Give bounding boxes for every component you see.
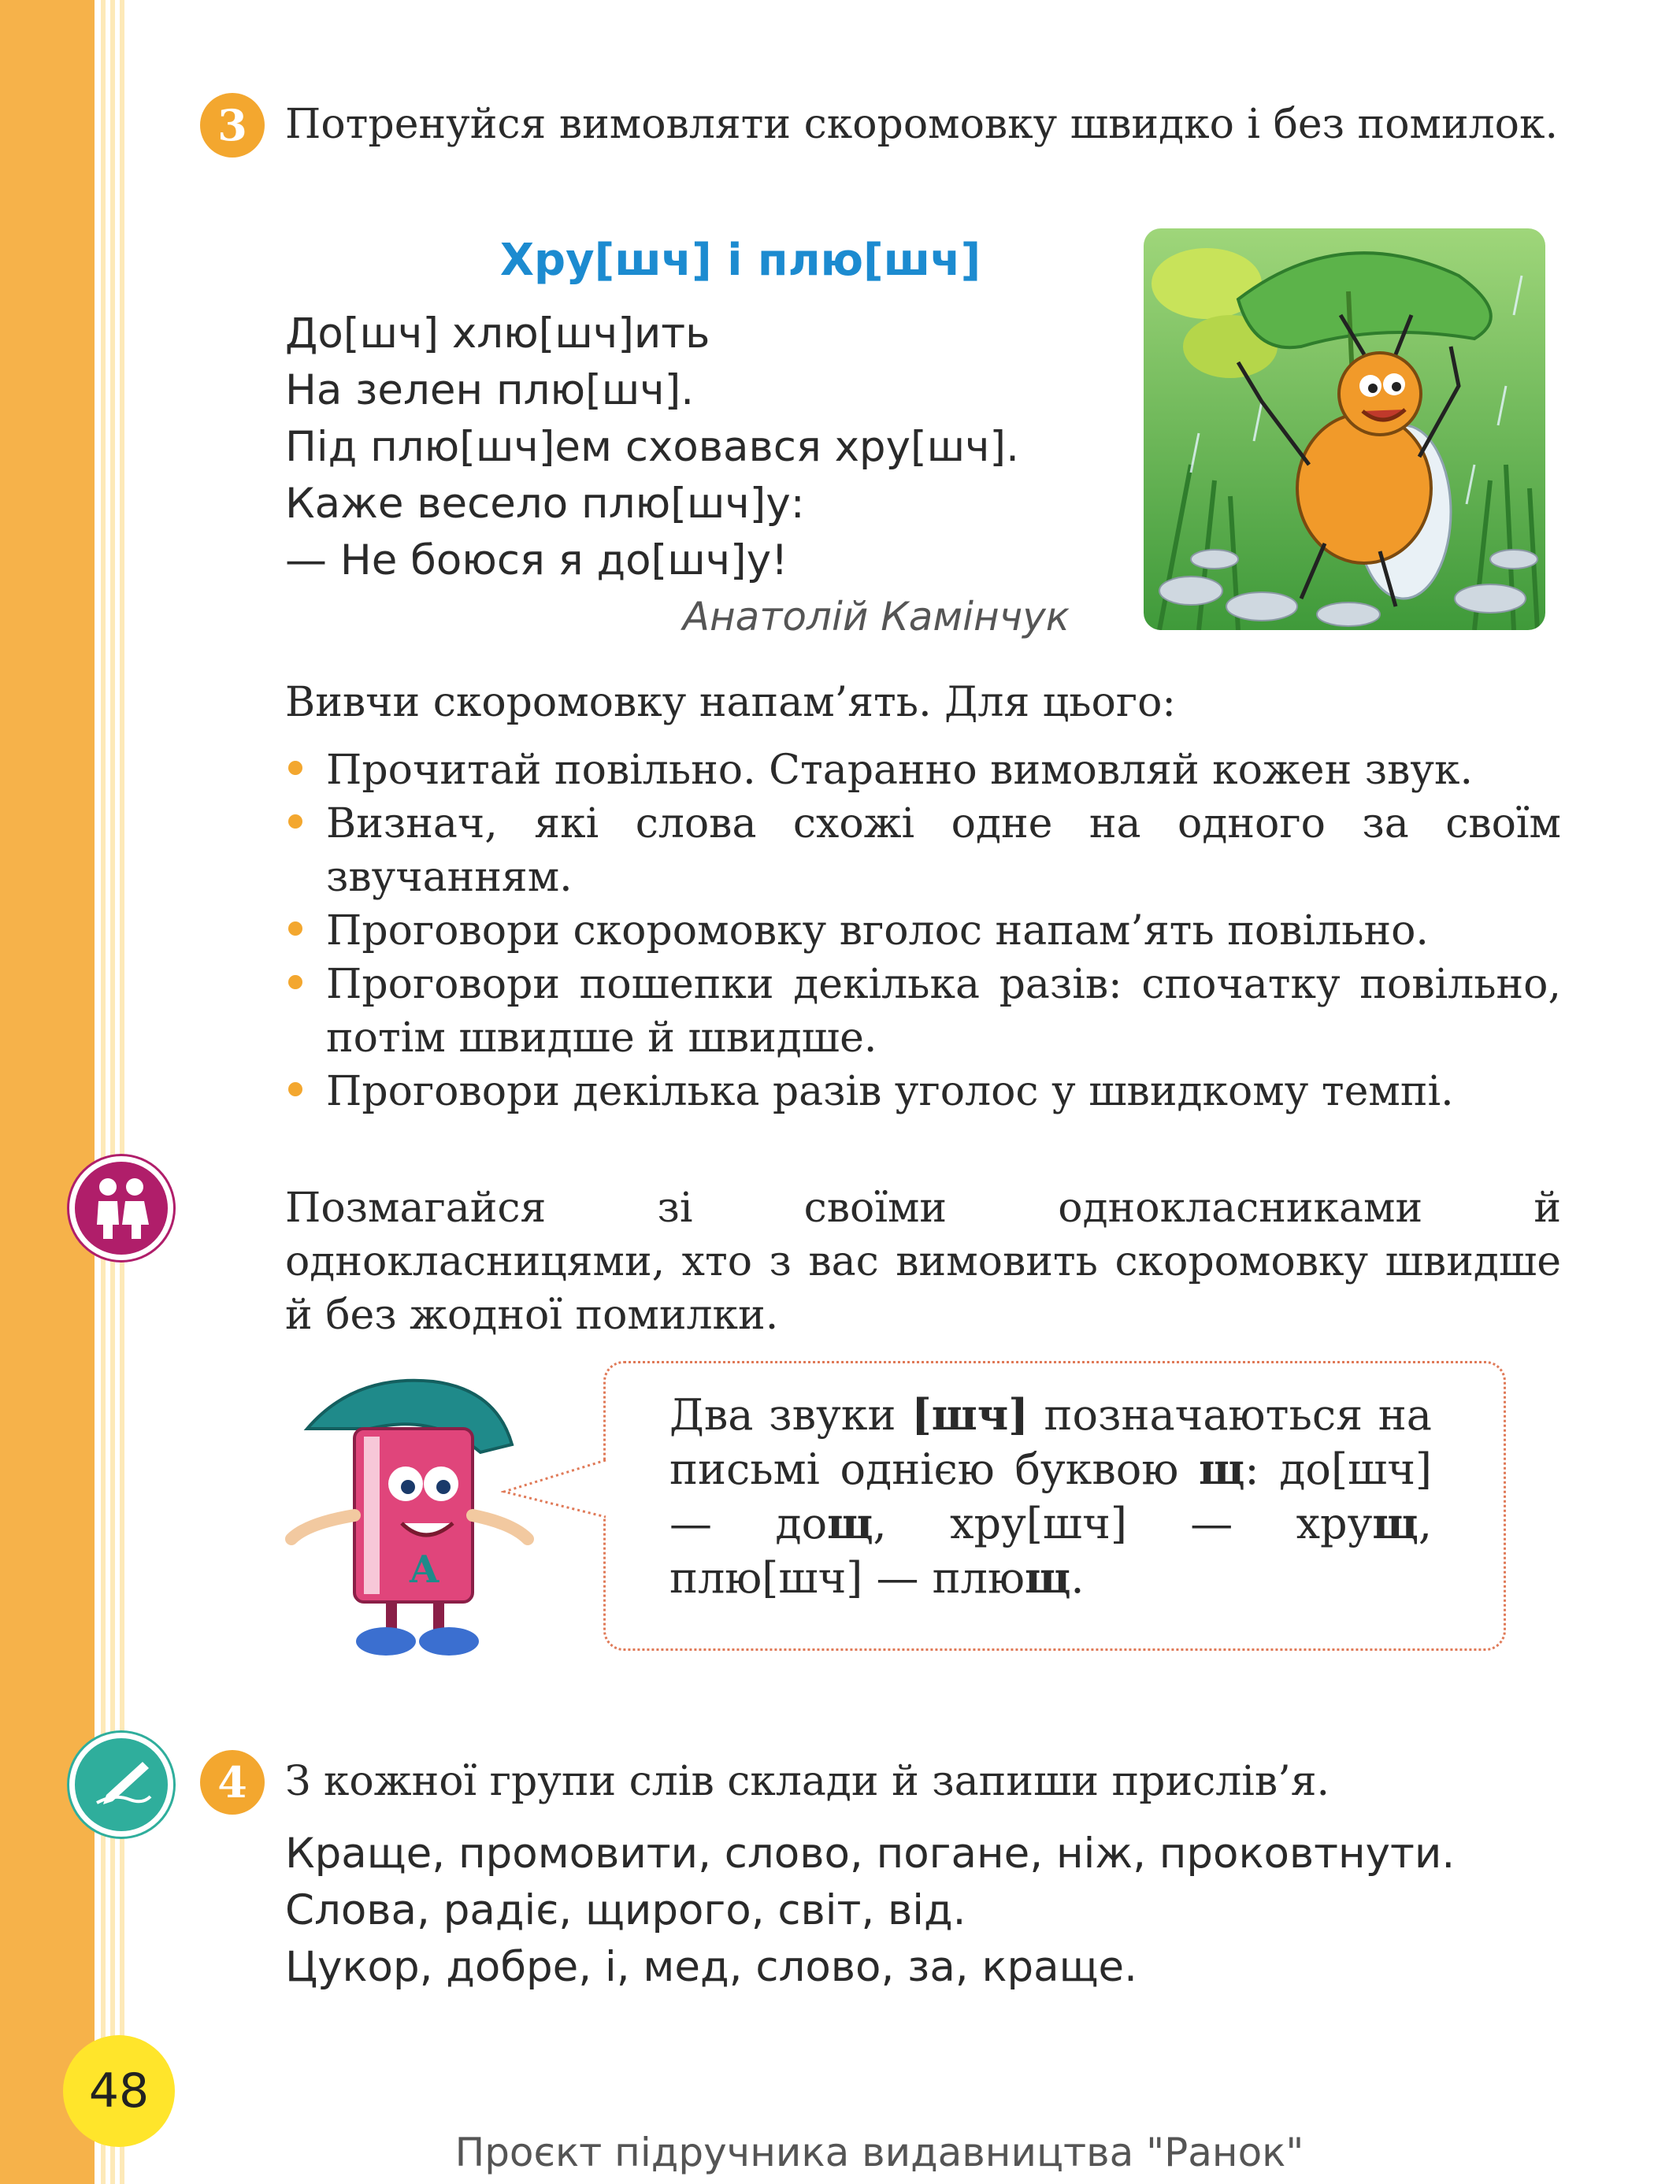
footer-text: Проєкт підручника видавництва "Ранок" — [454, 2130, 1304, 2175]
poem-line: На зелен плю[шч]. — [285, 366, 695, 414]
poem-line: Під плю[шч]ем сховався хру[шч]. — [285, 423, 1019, 471]
task-number-badge: 4 — [200, 1750, 265, 1815]
beetle-illustration — [1144, 228, 1545, 630]
rule-text: Два звуки [шч] позначаються на письмі однією буквою щ: до[шч] — дощ, хру[шч] — хрущ, плю[шч] — плющ. — [669, 1389, 1432, 1603]
book-mascot-illustration — [276, 1358, 536, 1665]
left-decorative-band — [0, 0, 95, 2184]
poem-author: Анатолій Камінчук — [682, 594, 1070, 640]
poem-line: Каже весело плю[шч]у: — [285, 480, 805, 528]
page-number: 48 — [63, 2035, 175, 2147]
bullet-icon — [288, 814, 302, 829]
band-stripe — [101, 0, 106, 2184]
poem-title: Хру[шч] і плю[шч] — [499, 235, 981, 286]
poem-line: — Не боюся я до[шч]у! — [285, 536, 788, 584]
list-item: Проговори пошепки декілька разів: спочатку повільно, потім швидше й швидше. — [285, 958, 1561, 1065]
steps-list — [285, 743, 1561, 1118]
band-stripe — [110, 0, 115, 2184]
bullet-icon — [288, 1082, 302, 1096]
list-item: Проговори декілька разів уголос у швидкому темпі. — [285, 1065, 1561, 1118]
list-item: Визнач, які слова схожі одне на одного за своїм звучанням. — [285, 797, 1561, 904]
poem — [285, 306, 1120, 589]
band-stripe — [120, 0, 124, 2184]
list-item: Проговори скоромовку вголос напам’ять повільно. — [285, 904, 1561, 958]
speech-bubble-tail — [501, 1457, 608, 1520]
poem-line: До[шч] хлю[шч]ить — [285, 310, 710, 358]
writing-icon — [69, 1733, 173, 1837]
task-number-badge: 3 — [200, 93, 265, 158]
learn-intro: Вивчи скоромовку напам’ять. Для цього: — [285, 679, 1176, 726]
proverb-word-groups — [285, 1826, 1577, 1996]
word-group-line: Краще, промовити, слово, погане, ніж, проковтнути. — [285, 1830, 1456, 1878]
task3-instruction: Потренуйся вимовляти скоромовку швидко і без помилок. — [285, 101, 1558, 148]
pair-work-icon — [69, 1156, 173, 1260]
bullet-icon — [288, 921, 302, 936]
pair-task-text: Позмагайся зі своїми однокласниками й однокласницями, хто з вас вимовить скоромовку швидше й без жодної помилки. — [285, 1185, 1561, 1339]
bullet-icon — [288, 761, 302, 775]
bullet-icon — [288, 975, 302, 989]
svg-text:A: A — [410, 1548, 439, 1592]
list-item: Прочитай повільно. Старанно вимовляй кожен звук. — [285, 743, 1561, 797]
word-group-line: Цукор, добре, і, мед, слово, за, краще. — [285, 1943, 1137, 1991]
task4-instruction: З кожної групи слів склади й запиши прислів’я. — [285, 1758, 1330, 1805]
word-group-line: Слова, радіє, щирого, світ, від. — [285, 1886, 966, 1934]
